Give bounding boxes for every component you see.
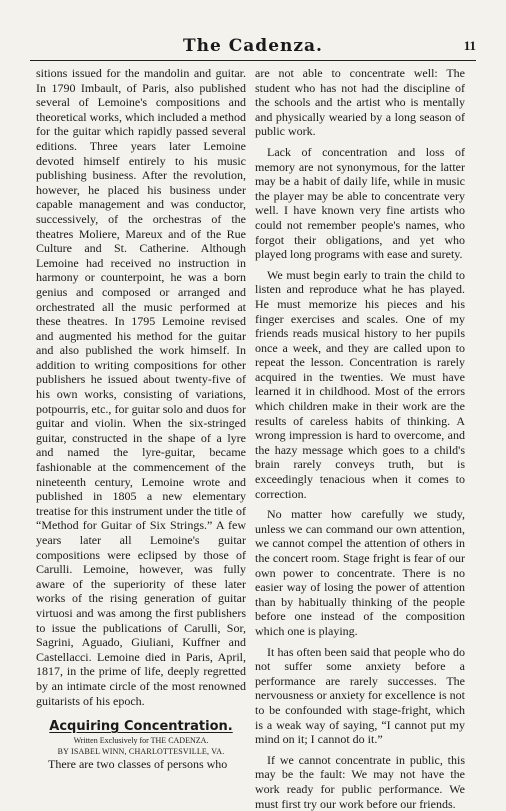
lemoine-paragraph: sitions issued for the mandolin and guitar. In 1790 Imbault, of Paris, also published several of Lemoine's compositions and theoretical works, which included a method for the guitar which rapidly passed several editions. Three years later Lemoine devoted himself entirely to his music publishing business. After the revolution, however, he placed his business under capable management and was conductor, successively, of the orchestras of the theatres Moliere, Mareux and of the Rue Culture and St. Catherine. Although Lemoine had received no instruction in harmony or counterpoint, he was a born genius and composed or arranged and orchestrated all the music performed at these theatres. In 1795 Lemoine revised and augmented his method for the guitar and also published the work himself. In addition to writing compositions for other publishers he issued about twenty-five of his own works, consisting of variations, potpourris, etc., for guitar solo and duos for guitar and violin. When the six-stringed guitar, constructed in the shape of a lyre and named the lyre-guitar, became fashionable at the commencement of the nineteenth century, Lemoine wrote and published in 1805 a new elementary treatise for this instrument under the title of “Method for Guitar of Six Strings.” A few years later all Lemoine's guitar compositions were eclipsed by those of Carulli. Lemoine, however, was fully aware of the superiority of these later works of the rising generation of guitar virtuosi and was among the first publishers to issue the publications of Carulli, Sor, Sagrini, Aguado, Giuliani, Kuffner and Castellacci. Lemoine died in Paris, April, 1817, in the prime of life, deeply regretted by an intimate circle of the most renowned guitarists of his epoch. [36,66,246,708]
article-title: Acquiring Concentration. [49,719,233,735]
paragraph: are not able to concentrate well: The student who has not had the discipline of the schools and the artist who is mentally and physically wearied by a long season of public work. [255,66,465,139]
paragraph: We must begin early to train the child to listen and reproduce what he has played. He must memorize his pieces and his finger exercises and scales. One of my friends reads musical history to her pupils once a week, and they are called upon to repeat the lesson. Concentration is rarely acquired in the twenties. We must have learned it in childhood. Most of the errors which children make in their work are the results of careless habits of thinking. A wrong impression is hard to overcome, and the hazy message which goes to a child's brain rarely conveys truth, but is exceedingly tenacious when it comes to correction. [255,267,465,501]
article-byline: BY ISABEL WINN, CHARLOTTESVILLE, VA. [57,746,225,756]
paragraph: No matter how carefully we study, unless we can command our own attention, we cannot compel the attention of others in the concert room. Stage fright is fear of our own power to concentrate. There is no easier way of losing the power of attention than by habitually thinking of the people before one instead of the composition which one is playing. [255,507,465,638]
page-header [30,36,476,61]
right-column [255,66,465,811]
article-subtitle: Written Exclusively for THE CADENZA. [73,735,209,745]
article-header [36,720,246,757]
paragraph: It has often been said that people who do not suffer some anxiety before a performance are rarely successes. The nervousness or anxiety for excellence is not to be confounded with stage-fright, which is a weak way of saying, “I cannot put my mind on it; I cannot do it.” [255,644,465,747]
page-number: 11 [463,38,476,53]
paragraph: If we cannot concentrate in public, this may be the fault: We may not have the work ready for public performance. We must first try our work before our friends. [255,752,465,811]
paragraph: Lack of concentration and loss of memory are not synonymous, for the latter may be a habit of daily life, while in music the player may be able to concentrate very well. I have known very fine artists who could not remember people's names, who forgot their obligations, and yet who played long programs with ease and surety. [255,144,465,262]
masthead-title: The Cadenza. [183,36,323,56]
article-first-paragraph: There are two classes of persons who [48,756,228,771]
left-column [36,66,246,771]
